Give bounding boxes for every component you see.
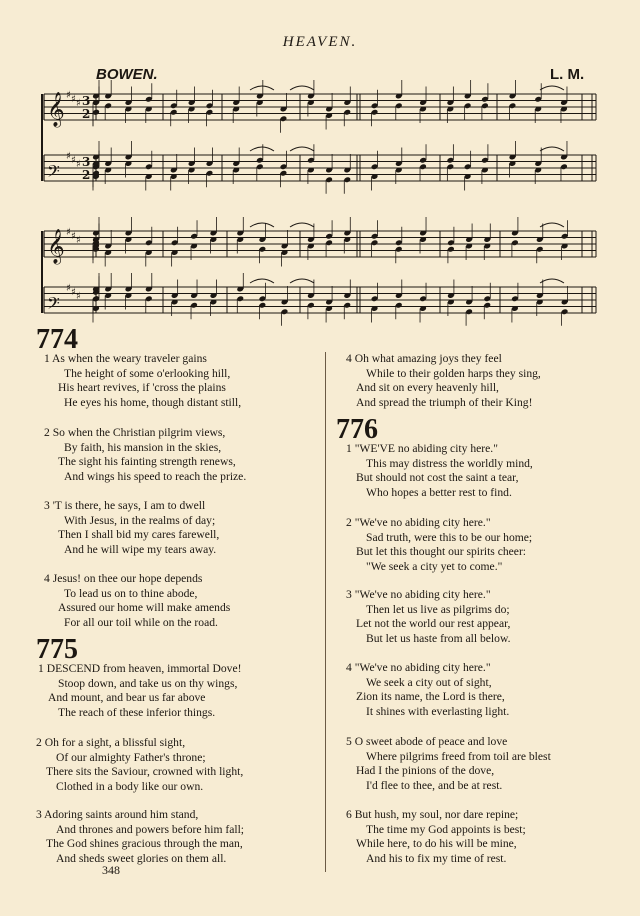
hymn-774-stanza-3 [44, 499, 219, 557]
slur [250, 147, 274, 151]
tune-name: BOWEN. [96, 66, 158, 83]
line: The sight his fainting strength renews, [58, 455, 236, 469]
line: And mount, and bear us far above [48, 691, 206, 705]
line: 4 "We've no abiding city here." [346, 661, 491, 674]
music-score [0, 0, 640, 330]
line: 3 "We've no abiding city here." [346, 588, 491, 601]
line: 6 But hush, my soul, nor dare repine; [346, 808, 519, 821]
line: Zion its name, the Lord is there, [356, 690, 505, 704]
line: But let this thought our spirits cheer: [356, 545, 527, 559]
line: While here, to do his will be mine, [356, 837, 517, 851]
line: 1 "WE'VE no abiding city here." [346, 442, 498, 455]
slur [290, 223, 314, 227]
hymn-775-stanza-4 [346, 352, 541, 410]
line: There sits the Saviour, crowned with light, [46, 765, 244, 779]
sharp-sign-icon: ♯ [66, 151, 71, 162]
time-signature: 2 [82, 168, 91, 182]
sharp-sign-icon: ♯ [76, 98, 81, 109]
line: And thrones and powers before him fall; [56, 822, 245, 836]
hymn-number-775: 775 [36, 634, 78, 665]
slur [290, 86, 314, 90]
line: 1 As when the weary traveler gains [44, 352, 207, 365]
treble-clef-icon: 𝄞 [47, 229, 65, 264]
time-signature: 3 [82, 155, 91, 169]
line: 2 Oh for a sight, a blissful sight, [36, 736, 186, 749]
sharp-sign-icon: ♯ [76, 159, 81, 170]
line: And spread the triumph of their King! [356, 395, 533, 409]
hymn-776-stanza-6 [346, 808, 526, 866]
line: His heart revives, if 'cross the plains [58, 381, 226, 395]
line: Let not the world our rest appear, [356, 617, 511, 631]
line: 3 'T is there, he says, I am to dwell [44, 499, 206, 512]
hymn-774-stanza-2 [44, 426, 246, 484]
slur [290, 279, 314, 283]
line: And he will wipe my tears away. [64, 542, 217, 556]
sharp-sign-icon: ♯ [71, 231, 76, 242]
line: We seek a city out of sight, [366, 675, 492, 689]
slur [540, 147, 564, 151]
line: But should not cost the saint a tear, [356, 471, 519, 485]
slur [540, 86, 564, 90]
sharp-sign-icon: ♯ [76, 291, 81, 302]
hymn-776-stanza-4 [346, 661, 509, 719]
sharp-sign-icon: ♯ [76, 235, 81, 246]
line: 2 So when the Christian pilgrim views, [44, 426, 226, 439]
line: 4 Oh what amazing joys they feel [346, 352, 502, 365]
line: To lead us on to thine abode, [64, 586, 198, 600]
line: 5 O sweet abode of peace and love [346, 735, 508, 748]
line: Assured our home will make amends [58, 601, 231, 615]
sharp-sign-icon: ♯ [71, 287, 76, 298]
line: The height of some o'erlooking hill, [64, 366, 231, 380]
line: The reach of these inferior things. [58, 705, 216, 719]
hymn-number-774: 774 [36, 324, 78, 355]
line: This may distress the worldly mind, [366, 456, 533, 470]
sharp-sign-icon: ♯ [66, 227, 71, 238]
line: Then let us live as pilgrims do; [366, 602, 510, 616]
hymn-number-776: 776 [336, 414, 378, 445]
line: The time my God appoints is best; [366, 822, 526, 836]
line: 2 "We've no abiding city here." [346, 516, 491, 529]
line: 1 DESCEND from heaven, immortal Dove! [38, 662, 242, 675]
line: Had I the pinions of the dove, [356, 764, 495, 778]
line: Where pilgrims freed from toil are blest [366, 749, 551, 763]
page-header: HEAVEN. [282, 34, 358, 50]
line: It shines with everlasting light. [366, 704, 510, 718]
line: But let us haste from all below. [366, 631, 511, 645]
hymn-775-stanza-1 [38, 662, 242, 720]
hymn-776-stanza-1 [346, 442, 533, 500]
bass-clef-icon: 𝄢 [47, 293, 60, 317]
bass-clef-icon: 𝄢 [47, 161, 60, 185]
line: Then I shall bid my cares farewell, [58, 528, 220, 542]
slur [250, 86, 274, 90]
line: Stoop down, and take us on thy wings, [58, 676, 238, 690]
time-signature: 3 [82, 94, 91, 108]
hymn-774-stanza-1 [44, 352, 241, 410]
line: For all our toil while on the road. [64, 615, 218, 629]
treble-clef-icon: 𝄞 [47, 92, 65, 127]
line: And wings his speed to reach the prize. [64, 469, 247, 483]
hymn-774-stanza-4 [44, 572, 230, 630]
line: 3 Adoring saints around him stand, [36, 808, 199, 821]
hymn-776-stanza-2 [346, 516, 532, 574]
slur [540, 279, 564, 283]
line: And his to fix my time of rest. [366, 851, 507, 865]
line: I'd flee to thee, and be at rest. [366, 778, 503, 792]
line: Sad truth, were this to be our home; [366, 530, 533, 544]
line: He eyes his home, though distant still, [64, 395, 242, 409]
slur [250, 223, 274, 227]
sharp-sign-icon: ♯ [71, 155, 76, 166]
line: By faith, his mansion in the skies, [64, 440, 222, 454]
line: The God shines gracious through the man, [46, 837, 243, 851]
page-number: 348 [102, 863, 120, 877]
line: Who hopes a better rest to find. [366, 485, 512, 499]
hymn-775-stanza-2 [36, 736, 243, 794]
line: "We seek a city yet to come." [366, 559, 503, 573]
hymn-775-stanza-3 [36, 808, 244, 866]
hymn-776-stanza-3 [346, 588, 510, 646]
line: Of our almighty Father's throne; [56, 750, 206, 764]
line: And sheds sweet glories on them all. [56, 851, 227, 865]
slur [290, 147, 314, 151]
sharp-sign-icon: ♯ [71, 94, 76, 105]
hymn-776-stanza-5 [346, 735, 551, 793]
meter: L. M. [550, 66, 585, 83]
line: With Jesus, in the realms of day; [64, 513, 216, 527]
sharp-sign-icon: ♯ [66, 90, 71, 101]
slur [250, 279, 274, 283]
line: While to their golden harps they sing, [366, 366, 541, 380]
line: Clothed in a body like our own. [56, 779, 204, 793]
column-divider [325, 352, 326, 872]
slur [540, 223, 564, 227]
line: And sit on every heavenly hill, [356, 381, 499, 395]
sharp-sign-icon: ♯ [66, 283, 71, 294]
line: 4 Jesus! on thee our hope depends [44, 572, 203, 585]
time-signature: 2 [82, 107, 91, 121]
